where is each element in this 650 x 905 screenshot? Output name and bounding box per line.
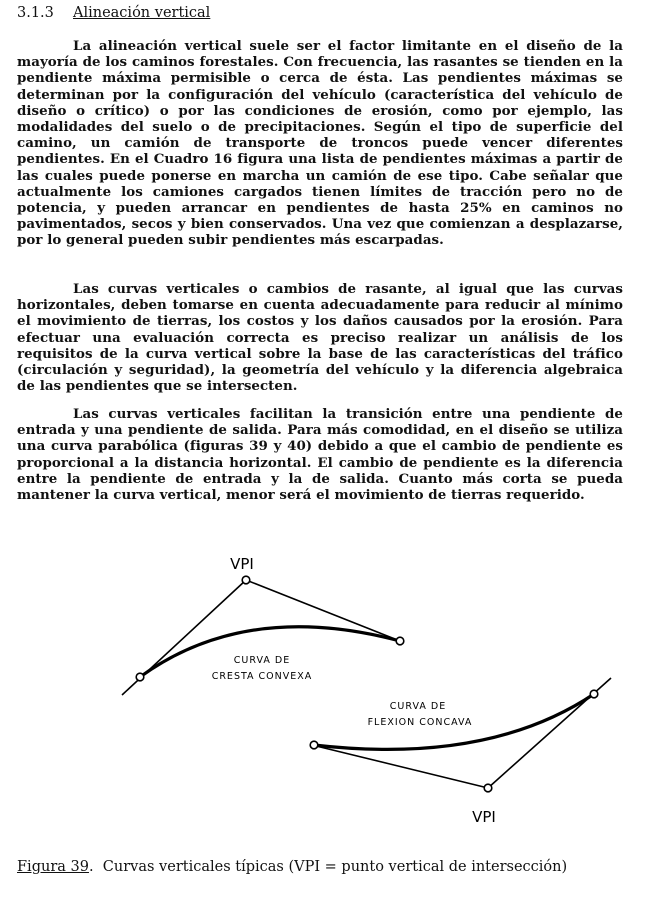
crest-convex-curve [140,627,400,677]
crest-curve-label-line2: CRESTA CONVEXA [211,671,313,682]
caption-text: Curvas verticales típicas (VPI = punto vertical de intersección) [102,859,568,875]
sag-end-point [590,690,598,698]
section-number: 3.1.3 [17,5,54,21]
caption-figure-number: Figura 39 [17,859,89,875]
sag-curve-label-line2: FLEXION CONCAVA [367,717,473,728]
paragraph-2: Las curvas verticales o cambios de rasante, al igual que las curvas horizontales, deben tomarse en cuenta adecuadamente para reducir al mínimo el movimiento de tierras, los costos y los daños causados por la erosión. Para efectuar una evaluación correcta es preciso realizar un análisis de los requisitos de la curva vertical sobre la base de las características del tráfico (circulación y seguridad), la geometría del vehículo y la diferencia algebraica de las pendientes que se intersecten. [17,281,623,395]
sag-curve-group [310,678,611,826]
section-heading [17,5,210,21]
sag-curve-label-line1: CURVA DE [389,701,447,712]
sag-start-point [310,741,318,749]
crest-vpi-point [242,576,250,584]
paragraph-3: Las curvas verticales facilitan la transición entre una pendiente de entrada y una pendiente de salida. Para más comodidad, en el diseño se utiliza una curva parabólica (figuras 39 y 40) debido a que el cambio de pendiente es proporcional a la distancia horizontal. El cambio de pendiente es la diferencia entre la pendiente de entrada y la de salida. Cuanto más corta se pueda mantener la curva vertical, menor será el movimiento de tierras requerido. [17,406,623,504]
sag-vpi-point [484,784,492,792]
crest-curve-group [122,555,404,695]
figure-caption: Figura 39. Curvas verticales típicas (VPI = punto vertical de intersección) [17,859,568,875]
section-title: Alineación vertical [73,5,211,21]
paragraph-1: La alineación vertical suele ser el factor limitante en el diseño de la mayoría de los caminos forestales. Con frecuencia, las rasantes se tienden en la pendiente máxima permisible o cerca de ésta. Las pendientes máximas se determinan por la configuración del vehículo (característica del vehículo de diseño o crítico) o por las condiciones de erosión, como por ejemplo, las modalidades del suelo o de precipitaciones. Según el tipo de superficie del camino, un camión de transporte de troncos puede vencer diferentes pendientes. En el Cuadro 16 figura una lista de pendientes máximas a partir de las cuales puede ponerse en marcha un camión de ese tipo. Cabe señalar que actualmente los camiones cargados tienen límites de tracción pero no de potencia, y pueden arrancar en pendientes de hasta 25% en caminos no pavimentados, secos y bien conservados. Una vez que comienzan a desplazarse, por lo general pueden subir pendientes más escarpadas. [17,38,623,249]
crest-end-point [396,637,404,645]
crest-exit-grade-line [246,580,400,641]
crest-vpi-label: VPI [230,555,254,573]
crest-start-point [136,673,144,681]
sag-entry-grade-line [312,745,488,788]
crest-curve-label-line1: CURVA DE [233,655,291,666]
figure-39 [0,540,650,840]
sag-vpi-label: VPI [472,808,496,826]
vertical-curves-diagram [0,540,650,840]
